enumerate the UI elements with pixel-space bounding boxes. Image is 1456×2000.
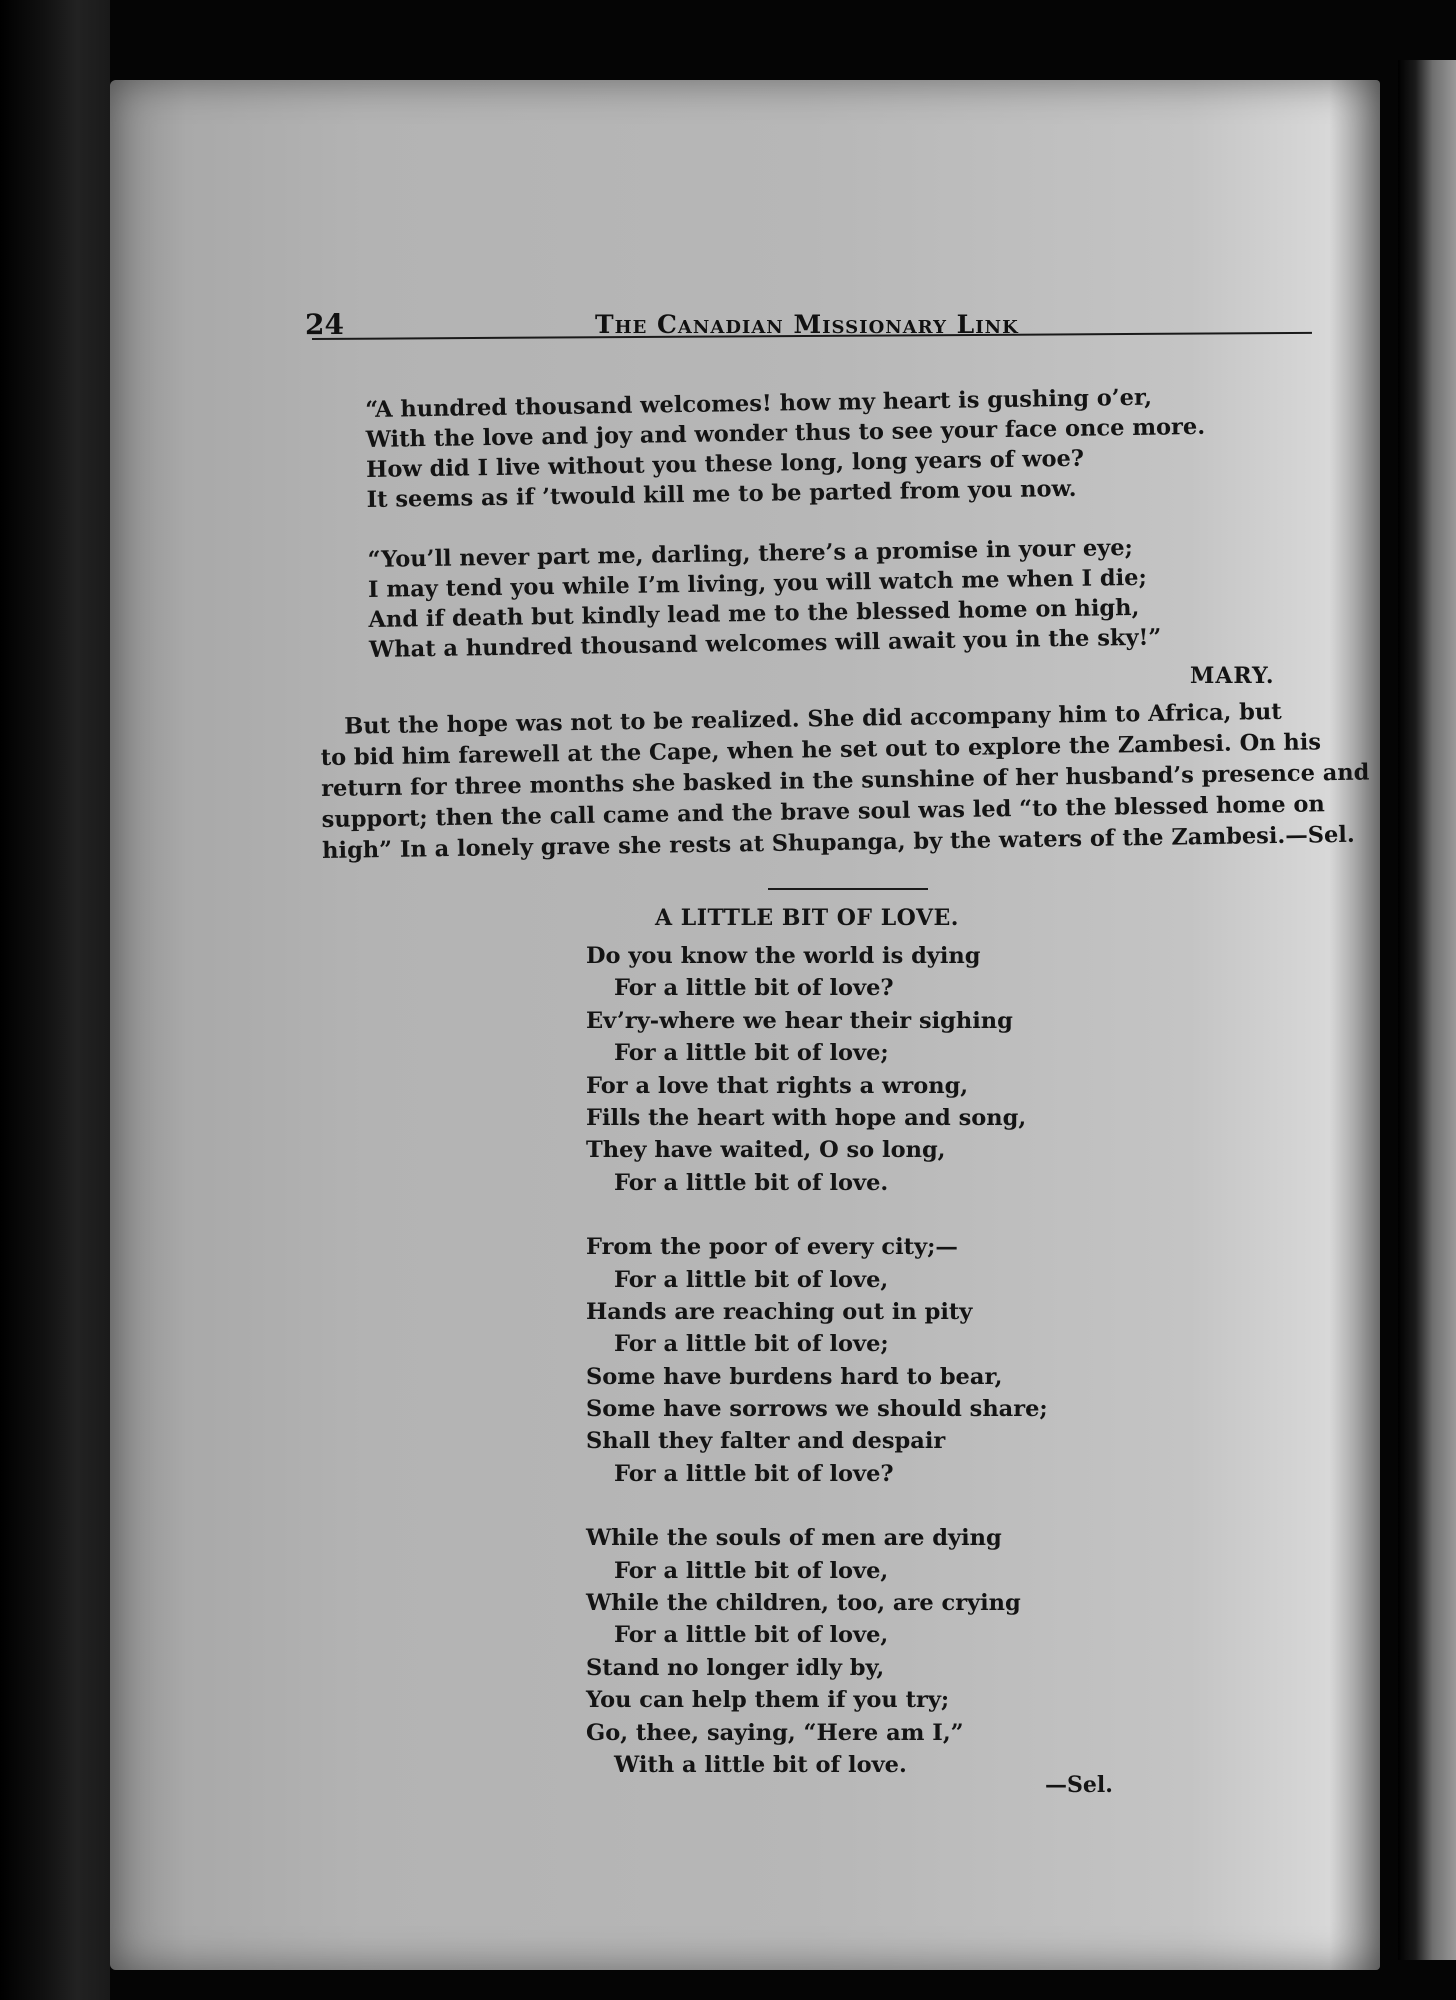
poem-line: While the souls of men are dying — [586, 1525, 1002, 1552]
poem-line: What a hundred thousand welcomes will await you in the sky!” — [368, 624, 1162, 663]
poem-line: For a little bit of love; — [614, 1040, 889, 1067]
poem-line: I may tend you while I’m living, you will watch me when I die; — [367, 564, 1147, 603]
poem-line: For a little bit of love, — [614, 1266, 889, 1293]
poem-stanza — [367, 532, 1208, 665]
poem-line: For a little bit of love, — [614, 1557, 889, 1584]
poem-line: For a little bit of love? — [614, 1460, 894, 1487]
poem-line: With a little bit of love. — [614, 1751, 907, 1778]
poem-line: Do you know the world is dying — [586, 943, 981, 969]
poem-line: And if death but kindly lead me to the blessed home on high, — [368, 594, 1140, 633]
section-divider — [768, 888, 928, 890]
prose-line: to bid him farewell at the Cape, when he set out to explore the Zambesi. On his — [320, 729, 1322, 771]
poem-stanza — [586, 940, 1048, 1199]
poem-line: It seems as if ’twould kill me to be parted from you now. — [366, 475, 1077, 513]
poem-stanza — [586, 1231, 1048, 1490]
poem-line: Fills the heart with hope and song, — [586, 1104, 1027, 1131]
next-page-edge — [1398, 60, 1456, 1960]
poem-line: Some have sorrows we should share; — [586, 1396, 1048, 1423]
poem-signature-mary: MARY. — [1190, 663, 1275, 689]
poem-welcomes — [365, 382, 1209, 695]
prose-line: high” In a lonely grave she rests at Shupanga, by the waters of the Zambesi.—Sel. — [321, 821, 1355, 864]
poem-stanza — [365, 382, 1206, 515]
poem-line: While the children, too, are crying — [586, 1590, 1021, 1617]
poem-line: For a little bit of love. — [614, 1169, 889, 1196]
poem-line: For a little bit of love? — [614, 975, 894, 1002]
poem-line: For a little bit of love; — [614, 1331, 889, 1358]
poem-little-bit-of-love — [586, 940, 1048, 1813]
poem-line: Hands are reaching out in pity — [586, 1298, 973, 1325]
page-header — [305, 308, 1305, 348]
poem-line: From the poor of every city;— — [586, 1234, 958, 1261]
book-binding-left — [0, 0, 110, 2000]
prose-line: return for three months she basked in the sunshine of her husband’s presence and — [321, 759, 1370, 802]
poem-line: With the love and joy and wonder thus to see your face once more. — [365, 413, 1206, 453]
poem-line: For a little bit of love, — [614, 1622, 889, 1649]
poem-line: How did I live without you these long, long years of woe? — [365, 445, 1085, 483]
poem-line: Go, thee, saying, “Here am I,” — [586, 1719, 964, 1746]
poem-line: Shall they falter and despair — [586, 1428, 946, 1455]
poem-line: Some have burdens hard to bear, — [586, 1363, 1003, 1390]
poem-line: You can help them if you try; — [586, 1687, 950, 1714]
poem-title: A LITTLE BIT OF LOVE. — [655, 905, 959, 931]
prose-line: support; then the call came and the brave soul was led “to the blessed home on — [321, 791, 1325, 833]
poem-line: Stand no longer idly by, — [586, 1654, 885, 1681]
poem-line: For a love that rights a wrong, — [586, 1072, 969, 1099]
poem-line: “You’ll never part me, darling, there’s a promise in your eye; — [367, 534, 1134, 573]
running-title: The Canadian Missionary Link — [595, 310, 1019, 339]
prose-line: But the hope was not to be realized. She did accompany him to Africa, but — [344, 698, 1282, 740]
poem-stanza — [586, 1522, 1048, 1781]
poem-line: They have waited, O so long, — [586, 1137, 946, 1164]
poem-signature-sel: —Sel. — [1045, 1772, 1113, 1798]
poem-line: “A hundred thousand welcomes! how my heart is gushing o’er, — [365, 384, 1153, 423]
page-number: 24 — [305, 308, 344, 341]
poem-line: Ev’ry-where we hear their sighing — [586, 1007, 1013, 1034]
prose-paragraph — [320, 696, 1370, 867]
